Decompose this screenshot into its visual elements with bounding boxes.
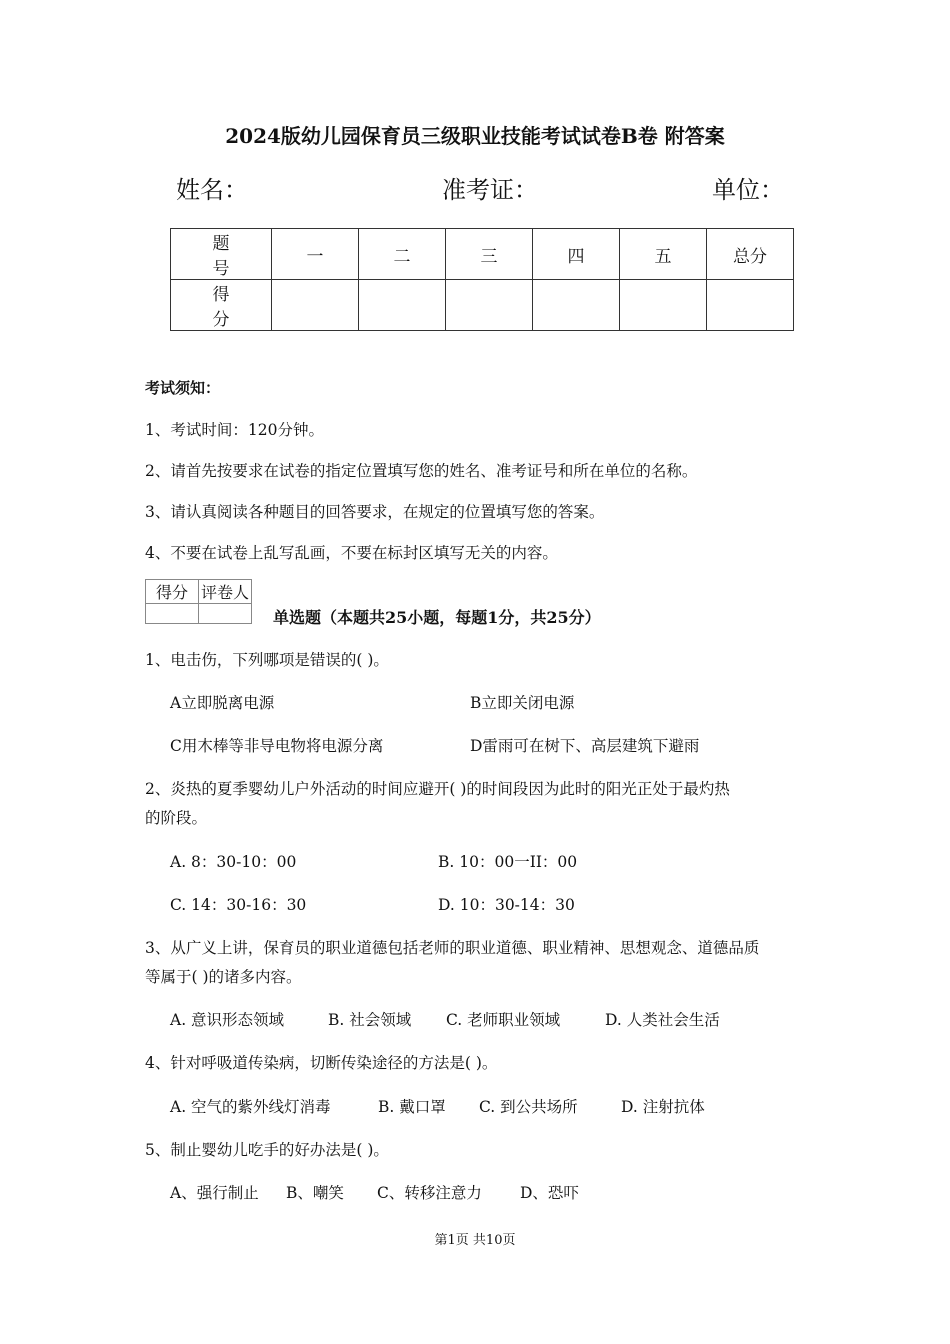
score-cell[interactable] bbox=[707, 280, 794, 331]
option-c: C. 到公共场所 bbox=[479, 1098, 578, 1116]
score-cell[interactable] bbox=[533, 280, 620, 331]
option-a: A. 8：30-10：00 bbox=[170, 853, 297, 871]
notes-heading: 考试须知： bbox=[145, 379, 221, 397]
score-table-header: 一 bbox=[272, 229, 359, 280]
option-b: B. 10：00一II：00 bbox=[438, 853, 578, 871]
question-stem-continued: 的阶段。 bbox=[145, 809, 208, 827]
exam-id-label: 准考证： bbox=[442, 176, 538, 204]
option-b: B. 戴口罩 bbox=[378, 1098, 446, 1116]
score-table-header: 题 号 bbox=[171, 229, 272, 280]
grader-score-label: 得分 bbox=[146, 580, 199, 604]
grader-name-cell[interactable] bbox=[199, 604, 252, 624]
question-stem: 4、针对呼吸道传染病，切断传染途径的方法是( )。 bbox=[145, 1054, 498, 1072]
question-stem: 1、电击伤，下列哪项是错误的( )。 bbox=[145, 651, 389, 669]
option-b: B立即关闭电源 bbox=[470, 694, 575, 712]
option-a: A、强行制止 bbox=[170, 1184, 259, 1202]
name-label: 姓名： bbox=[176, 176, 248, 204]
option-c: C. 14：30-16：30 bbox=[170, 896, 307, 914]
page-footer: 第1页 共10页 bbox=[434, 1233, 516, 1248]
grader-name-label: 评卷人 bbox=[199, 580, 252, 604]
score-table-score-row bbox=[171, 280, 794, 331]
option-d: D、恐吓 bbox=[520, 1184, 579, 1202]
grader-box bbox=[145, 579, 252, 624]
score-table-header-row bbox=[171, 229, 794, 280]
question-stem-continued: 等属于( )的诸多内容。 bbox=[145, 968, 302, 986]
section-title: 单选题（本题共25小题，每题1分，共25分） bbox=[273, 608, 601, 627]
score-table-header: 四 bbox=[533, 229, 620, 280]
option-c: C. 老师职业领域 bbox=[446, 1011, 561, 1029]
option-d: D. 注射抗体 bbox=[621, 1098, 705, 1116]
option-d: D. 人类社会生活 bbox=[605, 1011, 720, 1029]
option-c: C、转移注意力 bbox=[377, 1184, 482, 1202]
option-d: D雷雨可在树下、高层建筑下避雨 bbox=[470, 737, 700, 755]
unit-label: 单位： bbox=[712, 176, 784, 204]
grader-score-cell[interactable] bbox=[146, 604, 199, 624]
score-table-header: 三 bbox=[446, 229, 533, 280]
question-stem: 3、从广义上讲，保育员的职业道德包括老师的职业道德、职业精神、思想观念、道德品质 bbox=[145, 939, 760, 957]
score-cell[interactable] bbox=[446, 280, 533, 331]
notes-item: 2、请首先按要求在试卷的指定位置填写您的姓名、准考证号和所在单位的名称。 bbox=[145, 462, 698, 480]
option-d: D. 10：30-14：30 bbox=[438, 896, 575, 914]
question-stem: 2、炎热的夏季婴幼儿户外活动的时间应避开( )的时间段因为此时的阳光正处于最灼热 bbox=[145, 780, 730, 798]
score-cell[interactable] bbox=[272, 280, 359, 331]
question-stem: 5、制止婴幼儿吃手的好办法是( )。 bbox=[145, 1141, 389, 1159]
option-a: A. 空气的紫外线灯消毒 bbox=[170, 1098, 331, 1116]
notes-item: 3、请认真阅读各种题目的回答要求，在规定的位置填写您的答案。 bbox=[145, 503, 605, 521]
option-c: C用木棒等非导电物将电源分离 bbox=[170, 737, 384, 755]
score-table-header: 总分 bbox=[707, 229, 794, 280]
score-table-header: 五 bbox=[620, 229, 707, 280]
page-title: 2024版幼儿园保育员三级职业技能考试试卷B卷 附答案 bbox=[225, 124, 725, 148]
notes-item: 1、考试时间：120分钟。 bbox=[145, 421, 324, 439]
score-table-header: 二 bbox=[359, 229, 446, 280]
score-table bbox=[170, 228, 794, 331]
option-a: A. 意识形态领域 bbox=[170, 1011, 285, 1029]
notes-item: 4、不要在试卷上乱写乱画，不要在标封区填写无关的内容。 bbox=[145, 544, 558, 562]
option-a: A立即脱离电源 bbox=[170, 694, 275, 712]
score-cell[interactable] bbox=[359, 280, 446, 331]
option-b: B. 社会领域 bbox=[328, 1011, 412, 1029]
option-b: B、嘲笑 bbox=[286, 1184, 344, 1202]
score-row-label: 得 分 bbox=[171, 280, 272, 331]
score-cell[interactable] bbox=[620, 280, 707, 331]
